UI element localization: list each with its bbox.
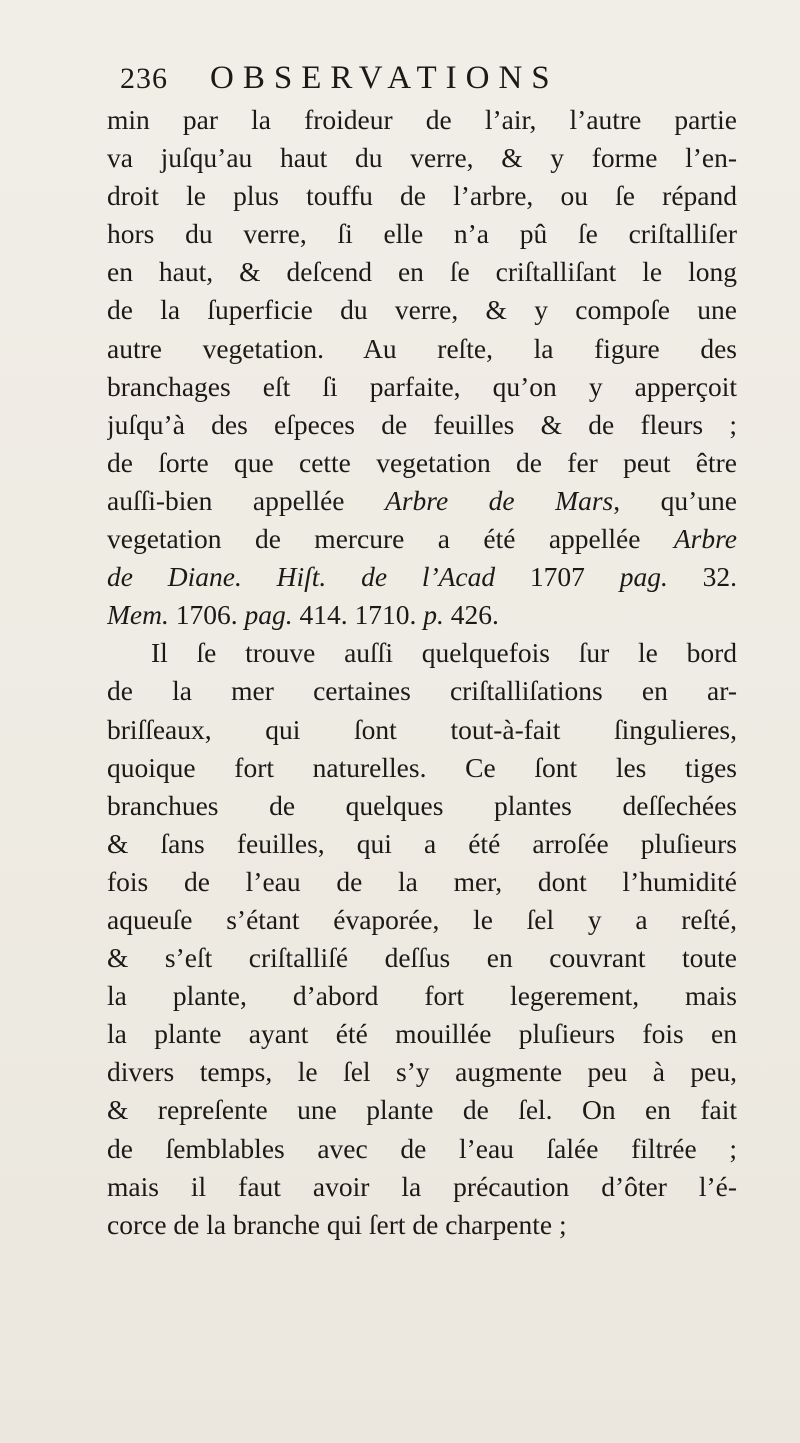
italic-term: Arbre de Mars <box>385 484 614 516</box>
text-segment: 32. <box>667 561 737 593</box>
text-segment: 1706. <box>168 599 245 631</box>
text-segment: 414. 1710. <box>292 599 424 631</box>
text-line: & s’eſt criſtalliſé deſſus en couvrant toute <box>107 942 737 974</box>
italic-reference: pag. <box>619 561 668 593</box>
running-head <box>120 60 559 100</box>
text-segment: vegetation de mercure a été appellée <box>107 523 674 555</box>
text-line: de la ſuperficie du verre, & y compoſe une <box>107 294 737 326</box>
text-line: va juſqu’au haut du verre, & y forme l’en- <box>107 142 737 174</box>
text-line: en haut, & deſcend en ſe criſtalliſant le long <box>107 256 737 288</box>
page-number: 236 <box>120 62 168 95</box>
body-text <box>107 101 737 1244</box>
text-line: mais il faut avoir la précaution d’ôter l’é- <box>107 1170 737 1202</box>
text-line: autre vegetation. Au reſte, la figure des <box>107 332 737 364</box>
running-title: OBSERVATIONS <box>210 60 559 96</box>
text-line: corce de la branche qui ſert de charpente ; <box>107 1208 567 1240</box>
text-segment: 1707 <box>495 561 620 593</box>
italic-reference: pag. <box>244 599 293 631</box>
text-line: divers temps, le ſel s’y augmente peu à peu, <box>107 1056 737 1088</box>
text-line: & ſans feuilles, qui a été arroſée pluſieurs <box>107 827 737 859</box>
text-line: aqueuſe s’étant évaporée, le ſel y a reſté, <box>107 903 737 935</box>
italic-term: Arbre <box>673 523 737 555</box>
paragraph-start-line: Il ſe trouve auſſi quelquefois ſur le bord <box>151 637 737 669</box>
text-segment: , qu’une <box>613 484 737 516</box>
text-line: droit le plus touffu de l’arbre, ou ſe répand <box>107 180 737 212</box>
text-line <box>107 596 737 634</box>
text-line: & repreſente une plante de ſel. On en fait <box>107 1094 737 1126</box>
italic-reference: p. <box>423 599 444 631</box>
text-line: de ſemblables avec de l’eau ſalée filtrée ; <box>107 1132 737 1164</box>
text-line: min par la froideur de l’air, l’autre partie <box>107 104 737 135</box>
text-segment: 426. <box>443 599 499 631</box>
text-line: briſſeaux, qui ſont tout-à-fait ſingulieres, <box>107 713 737 745</box>
text-line: de ſorte que cette vegetation de fer peut être <box>107 446 737 478</box>
text-line: quoique fort naturelles. Ce ſont les tiges <box>107 751 737 783</box>
text-line: juſqu’à des eſpeces de feuilles & de fleurs ; <box>107 408 737 440</box>
text-line <box>107 520 737 558</box>
italic-reference: Mem. <box>107 599 169 631</box>
text-line: hors du verre, ſi elle n’a pû ſe criſtalliſer <box>107 218 737 250</box>
text-line: fois de l’eau de la mer, dont l’humidité <box>107 865 737 897</box>
text-line <box>107 482 737 520</box>
text-line: branchues de quelques plantes deſſechées <box>107 789 737 821</box>
text-line <box>107 558 737 596</box>
text-line: la plante, d’abord fort legerement, mais <box>107 980 737 1012</box>
text-segment: auſſi-bien appellée <box>107 484 386 516</box>
italic-reference: de Diane. Hiſt. de l’Acad <box>107 561 496 593</box>
text-line: de la mer certaines criſtalliſations en ar- <box>107 675 737 707</box>
text-line: la plante ayant été mouillée pluſieurs fois en <box>107 1018 737 1050</box>
text-line: branchages eſt ſi parfaite, qu’on y apperçoit <box>107 370 737 402</box>
